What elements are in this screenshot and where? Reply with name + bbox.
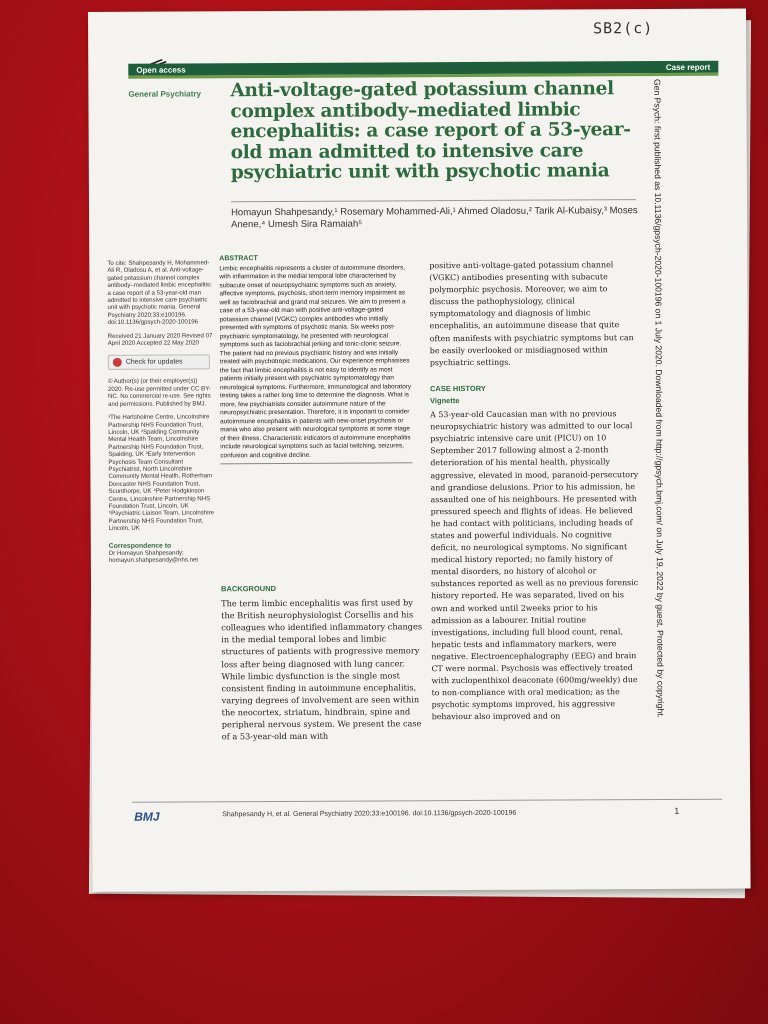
footer-citation: Shahpesandy H, et al. General Psychiatry 2020;33:e100196. doi:10.1136/gpsych-2020-100196: [222, 809, 517, 819]
check-for-updates-button[interactable]: [108, 355, 210, 371]
side-note-vertical: [650, 79, 668, 849]
open-access-label: Open access: [136, 64, 186, 75]
dates-text: Received 21 January 2020 Revised 07 April 2020 Accepted 22 May 2020: [107, 332, 213, 347]
vignette-heading: Vignette: [430, 395, 460, 406]
author-list: Homayun Shahpesandy,¹ Rosemary Mohammed-Ali,¹ Ahmed Oladosu,² Tarik Al-Kubaisy,³ Moses Anene,⁴ Umesh Sira Ramaiah⁵: [231, 205, 638, 231]
page-number: 1: [674, 805, 680, 816]
copyright-text: © Author(s) (or their employer(s)) 2020. Re-use permitted under CC BY-NC. No commercial re-use. See rights and permissions. Published by BMJ.: [107, 377, 211, 408]
background-heading: BACKGROUND: [220, 584, 277, 594]
article-title: Anti-voltage-gated potassium channel complex antibody–mediated limbic encephalitis: a case report of a 53-year-old man admitted to intensive care psychiatric unit with psychotic mania: [230, 78, 631, 184]
case-report-label: Case report: [665, 62, 711, 72]
bmj-logo: BMJ: [134, 809, 160, 824]
check-updates-label: Check for updates: [125, 358, 183, 367]
affiliations-text: ¹The Hartsholme Centre, Lincolnshire Partnership NHS Foundation Trust, Lincoln, UK ²Spalding Community Mental Health Team, Lincolnshire Partnership NHS Foundation Trust, Spalding, UK ³Early Intervention Psychosis Team Consultant Psychiatrist, North Lincolnshire Community Mental Health, Rotherham Doncaster NHS Foundation Trust, Scunthorpe, UK ⁴Peter Hodgkinson Centre, Lincolnshire Partnership NHS Foundation Trust, Lincoln, UK ⁵Psychiatric Liaison Team, Lincolnshire Partnership NHS Foundation Trust, Lincoln, UK: [108, 413, 215, 533]
abstract-text: Limbic encephalitis represents a cluster of autoimmune disorders, with inflammation in the medial temporal lobe characterised by subacute onset of neuropsychiatric symptoms such as anxiety, affective symptoms, psychosis, short-term memory impairment as well as faciobrachial and grand mal seizures. We aim to present a case of a 53-year-old man with positive anti-voltage-gated potassium channel (VGKC) complex antibodies who initially presented with symptoms of psychotic mania. Six weeks post-psychiatric symptomatology, he presented with neurological symptoms such as faciobrachial jerking and tonic-clonic seizure. The patient had no previous psychiatric history and was initially treated with psychotropic medications. Our experience emphasises the fact that limbic encephalitis is not easy to identify as most patients initially present with psychiatric symptomatology than neurological symptoms. Furthermore, immunological and laboratory testing takes a rather long time to determine the diagnosis. What is more, few psychiatrists consider autoimmune nature of the neuropsychiatric presentation. Therefore, it is important to consider autoimmune encephalitis in patients with new-onset psychosis or mania who also present with neurological symptoms at some stage of their illness. Characteristic indicators of autoimmune encephalitis include neurological symptoms such as facial twitching, seizures, confusion and cognitive decline.: [219, 263, 412, 459]
intro-text: positive anti-voltage-gated potassium channel (VGKC) antibodies presenting with subacute polymorphic psychosis. Moreover, we aim to discuss the pathophysiology, clinical symptomatology and diagnosis of limbic encephalitis, an autoimmune disease that quite often manifests with psychiatric symptoms but can be easily overlooked or misdiagnosed within psychiatric settings.: [429, 260, 634, 367]
abstract-section: [219, 254, 412, 464]
case-text: A 53-year-old Caucasian man with no previous neuropsychiatric history was admitted to our local psychiatric intensive care unit (PICU) on 10 September 2017 following almost a 2-month deterioration of his mental health, physically aggressive, elevated in mood, paranoid-persecutory and grandiose delusions. Prior to his admission, he assaulted one of his neighbours. He presented with pressured speech and flights of ideas. He believed he had contact with politicians, including heads of states and powerful individuals. No cognitive deficit, no neurological symptoms. No significant medical history reported; no family history of mental disorders, no history of alcohol or substances reported as well as no previous forensic history reported. He was separated, lived on his own and worked until 2weeks prior to his admission as a labourer. Initial routine investigations, including full blood count, renal, hepatic tests and inflammatory markers, were negative. Electroencephalography (EEG) and brain CT were normal. Psychosis was effectively treated with zuclopenthixol deaconate (600mg/weekly) due to non-compliance with oral medication; as the psychotic symptoms improved, his aggressive behaviour also improved and on: [430, 409, 639, 722]
abstract-rule: [220, 462, 412, 464]
title-rule: [231, 199, 636, 202]
right-column: [429, 259, 639, 724]
left-column: [107, 259, 215, 570]
case-history-heading: CASE HISTORY: [429, 383, 486, 394]
section-label: General Psychiatry: [128, 89, 201, 99]
correspondence-heading: Correspondence to: [108, 542, 172, 550]
cite-text: To cite: Shahpesandy H, Mohammed-Ali R, Oladosu A, et al. Anti-voltage-gated potassium channel complex antibody–mediated limbic encephalitis: a case report of a 53-year-old man admitted to intensive care psychiatric unit with psychotic mania. General Psychiatry 2020;33:e100196. doi:10.1136/gpsych-2020-100196: [107, 259, 212, 327]
abstract-heading: ABSTRACT: [219, 255, 258, 263]
paper-page: [88, 9, 751, 892]
correspondence-text: Dr Homayun Shahpesandy; homayun.shahpesandy@nhs.net: [108, 549, 199, 565]
background-text: The term limbic encephalitis was first used by the British neurophysiologist Corsellis and his colleagues who identified inflammatory changes in the medial temporal lobes and limbic structures of patients with progressive memory loss after being diagnosed with lung cancer. While limbic dysfunction is the single most consistent finding in autoimmune encephalitis, varying degrees of involvement are seen within the neocortex, striatum, hindbrain, spine and peripheral nervous system. We present the case of a 53-year-old man with: [221, 597, 423, 742]
handwritten-note: SB2(c): [593, 19, 654, 38]
footer-rule: [132, 799, 722, 803]
side-note-text: Gen Psych: first published as 10.1136/gpsych-2020-100196 on 1 July 2020. Downloaded from http://gpsych.bmj.com/ on July 19, 2022 by guest. Protected by copyright.: [652, 78, 666, 719]
check-updates-icon: [113, 358, 122, 367]
background-section: [221, 582, 427, 742]
